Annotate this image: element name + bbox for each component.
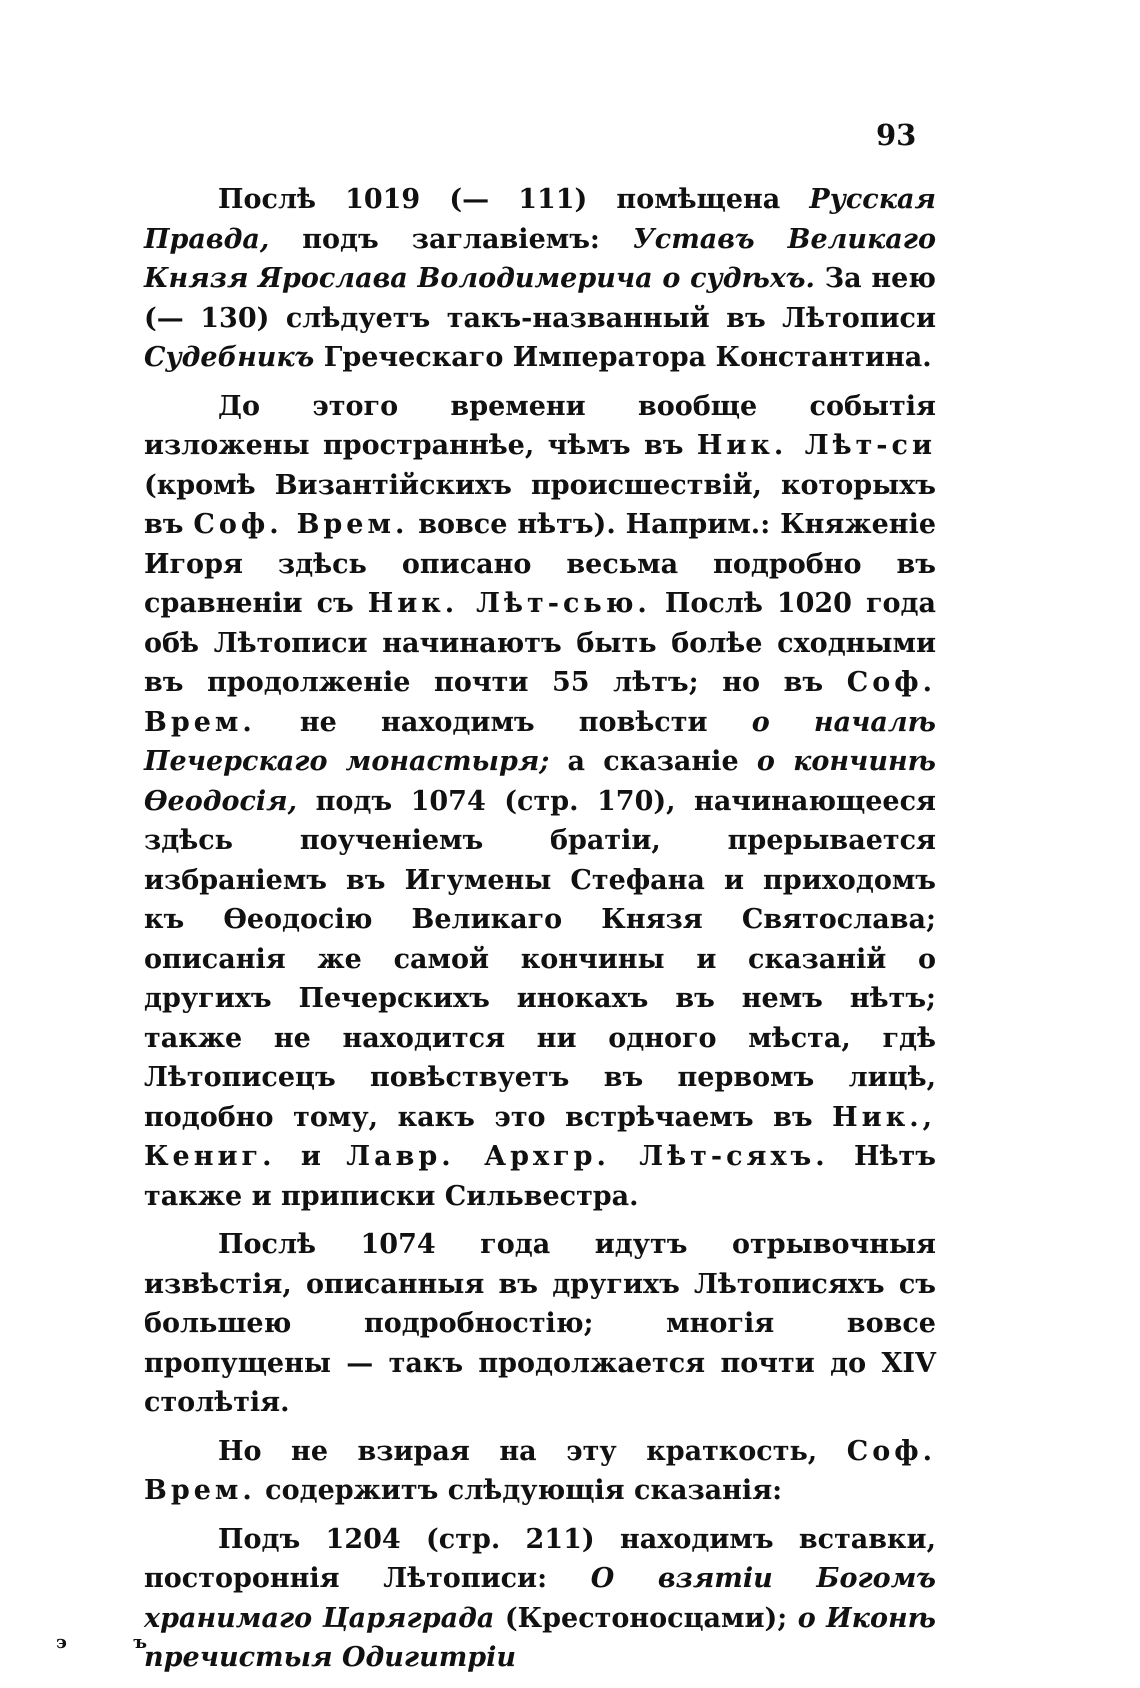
text-run: Послѣ 1074 года идутъ отрывочныя извѣстія, описанныя въ другихъ Лѣтописяхъ съ большею подробностію; многія вовсе пропущены — такъ продолжается почти до XIV столѣтія.	[144, 1229, 936, 1418]
text-run: а сказаніе	[549, 746, 757, 777]
text-body	[144, 180, 936, 1678]
italic-text: Судебникъ	[144, 342, 315, 373]
text-run: Послѣ 1019 (— 111) помѣщена	[218, 184, 810, 215]
text-run: вовсе нѣтъ). Наприм.: Княженіе Игоря здѣсь описано весьма подробно въ сравненіи съ	[144, 509, 937, 619]
text-run: (Крестоносцами);	[494, 1602, 798, 1634]
paragraph	[144, 1225, 936, 1423]
spaced-abbreviation: Соф. Врем.	[144, 667, 936, 738]
spaced-abbreviation: Соф. Врем.	[193, 509, 409, 540]
text-run: содержитъ слѣдующія сказанія:	[255, 1475, 783, 1506]
text-run: За нею (— 130) слѣдуетъ такъ-названный въ Лѣтописи	[144, 263, 936, 334]
italic-text: о кончинѣ Ѳеодосія,	[144, 746, 936, 817]
text-run: Подъ 1204 (стр. 211) находимъ вставки, постороннія Лѣтописи:	[144, 1523, 936, 1594]
text-run: подъ заглавіемъ:	[269, 223, 633, 255]
text-run: и	[275, 1141, 347, 1172]
text-run: (кромѣ Византійскихъ происшествій, которыхъ въ	[144, 469, 936, 540]
text-run: Греческаго Императора Константина.	[314, 342, 932, 373]
spaced-abbreviation: Соф. Врем.	[144, 1435, 936, 1506]
italic-text: Уставъ Великаго Князя Ярослава Володимерича о судѣхъ.	[144, 223, 936, 294]
text-run: не находимъ повѣсти	[255, 706, 752, 738]
spaced-abbreviation: Ник., Кениг.	[144, 1101, 936, 1172]
italic-text: о началѣ Печерскаго монастыря;	[144, 706, 936, 777]
paragraph	[144, 387, 936, 1217]
paragraph	[144, 1520, 936, 1678]
spaced-abbreviation: Лавр. Архгр. Лѣт-сяхъ.	[346, 1141, 829, 1172]
text-run: подъ 1074 (стр. 170), начинающееся здѣсь поученіемъ братіи, прерывается избраніемъ въ Игумены Стефана и приходомъ къ Ѳеодосію Великаго Князя Святослава; описанія же самой кончины и сказаній о другихъ Печерскихъ инокахъ въ немъ нѣтъ; также не находится ни одного мѣста, гдѣ Лѣтописецъ повѣствуетъ въ первомъ лицѣ, подобно тому, какъ это встрѣчаемъ въ	[144, 785, 936, 1133]
paragraph	[144, 1432, 936, 1511]
page-marks: э ъ	[56, 1632, 178, 1653]
spaced-abbreviation: Ник. Лѣт-си	[696, 430, 936, 461]
text-run: Нѣтъ также и приписки Сильвестра.	[144, 1141, 936, 1212]
italic-text: О взятіи Богомъ хранимаго Царяграда	[144, 1563, 936, 1634]
italic-text: о Иконѣ пречистыя Одигитріи	[144, 1602, 936, 1673]
text-run: Послѣ 1020 года обѣ Лѣтописи начинаютъ быть болѣе сходными въ продолженіе почти 55 лѣтъ; но въ	[144, 588, 937, 698]
spaced-abbreviation: Ник. Лѣт-сью.	[367, 588, 651, 619]
text-run: До этого времени вообще событія изложены пространнѣе, чѣмъ въ	[144, 390, 936, 461]
paragraph	[144, 180, 936, 378]
text-run: Но не взирая на эту краткость,	[218, 1435, 847, 1467]
page-number: 93	[876, 118, 917, 152]
italic-text: Русская Правда,	[144, 184, 936, 255]
